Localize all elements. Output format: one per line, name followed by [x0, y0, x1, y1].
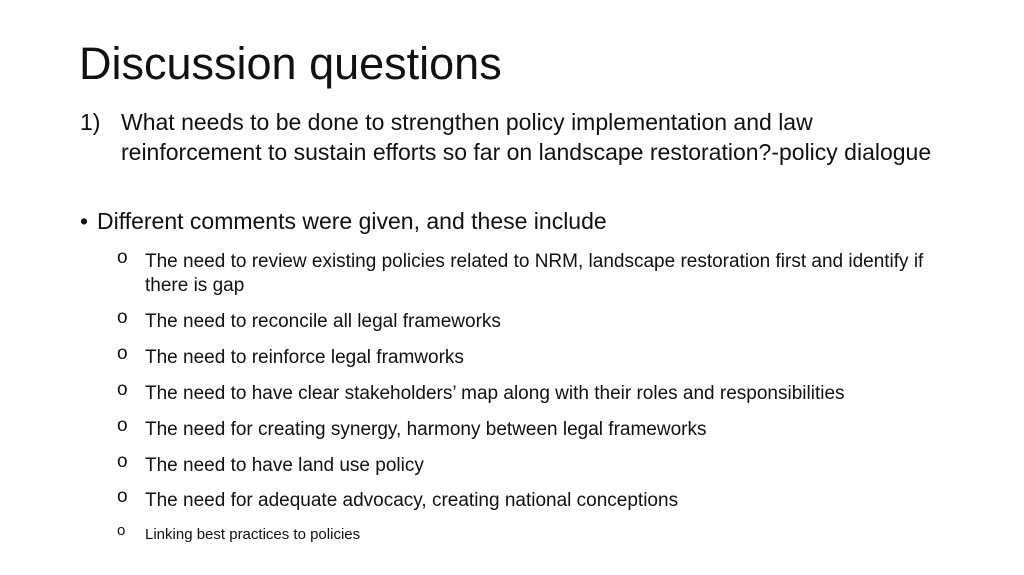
sub-bullet-text: The need for adequate advocacy, creating national conceptions	[145, 490, 679, 511]
sub-bullet-marker-icon: o	[117, 451, 128, 472]
sub-bullet-text: The need to reinforce legal framworks	[145, 347, 464, 368]
bullet-dot-icon: •	[80, 208, 89, 234]
sub-bullet-text: The need to reconcile all legal frameworks	[145, 311, 501, 332]
sub-bullet-marker-icon: o	[117, 486, 128, 507]
sub-bullet-marker-icon: o	[117, 379, 128, 400]
sub-bullet-marker-icon: o	[117, 415, 128, 436]
sub-bullet-marker-icon: o	[117, 343, 128, 364]
sub-bullet-text: The need for creating synergy, harmony between legal frameworks	[145, 419, 707, 440]
main-bullet-text: Different comments were given, and these include	[97, 208, 607, 234]
sub-bullet-text: The need to have land use policy	[145, 455, 424, 476]
sub-bullet-text: The need to have clear stakeholders’ map along with their roles and responsibilities	[145, 383, 845, 404]
sub-bullet-marker-icon: o	[117, 247, 128, 268]
sub-bullet-marker-icon: o	[117, 307, 128, 328]
question-text: What needs to be done to strengthen policy implementation and law reinforcement to sustain efforts so far on landscape restoration?-policy dialogue	[121, 109, 932, 165]
question-number: 1)	[80, 109, 101, 135]
sub-bullet-text: The need to review existing policies related to NRM, landscape restoration first and identify if there is gap	[145, 251, 924, 296]
sub-bullet-marker-icon: o	[117, 522, 126, 539]
slide-title: Discussion questions	[79, 38, 502, 89]
sub-bullet-text: Linking best practices to policies	[145, 526, 361, 543]
